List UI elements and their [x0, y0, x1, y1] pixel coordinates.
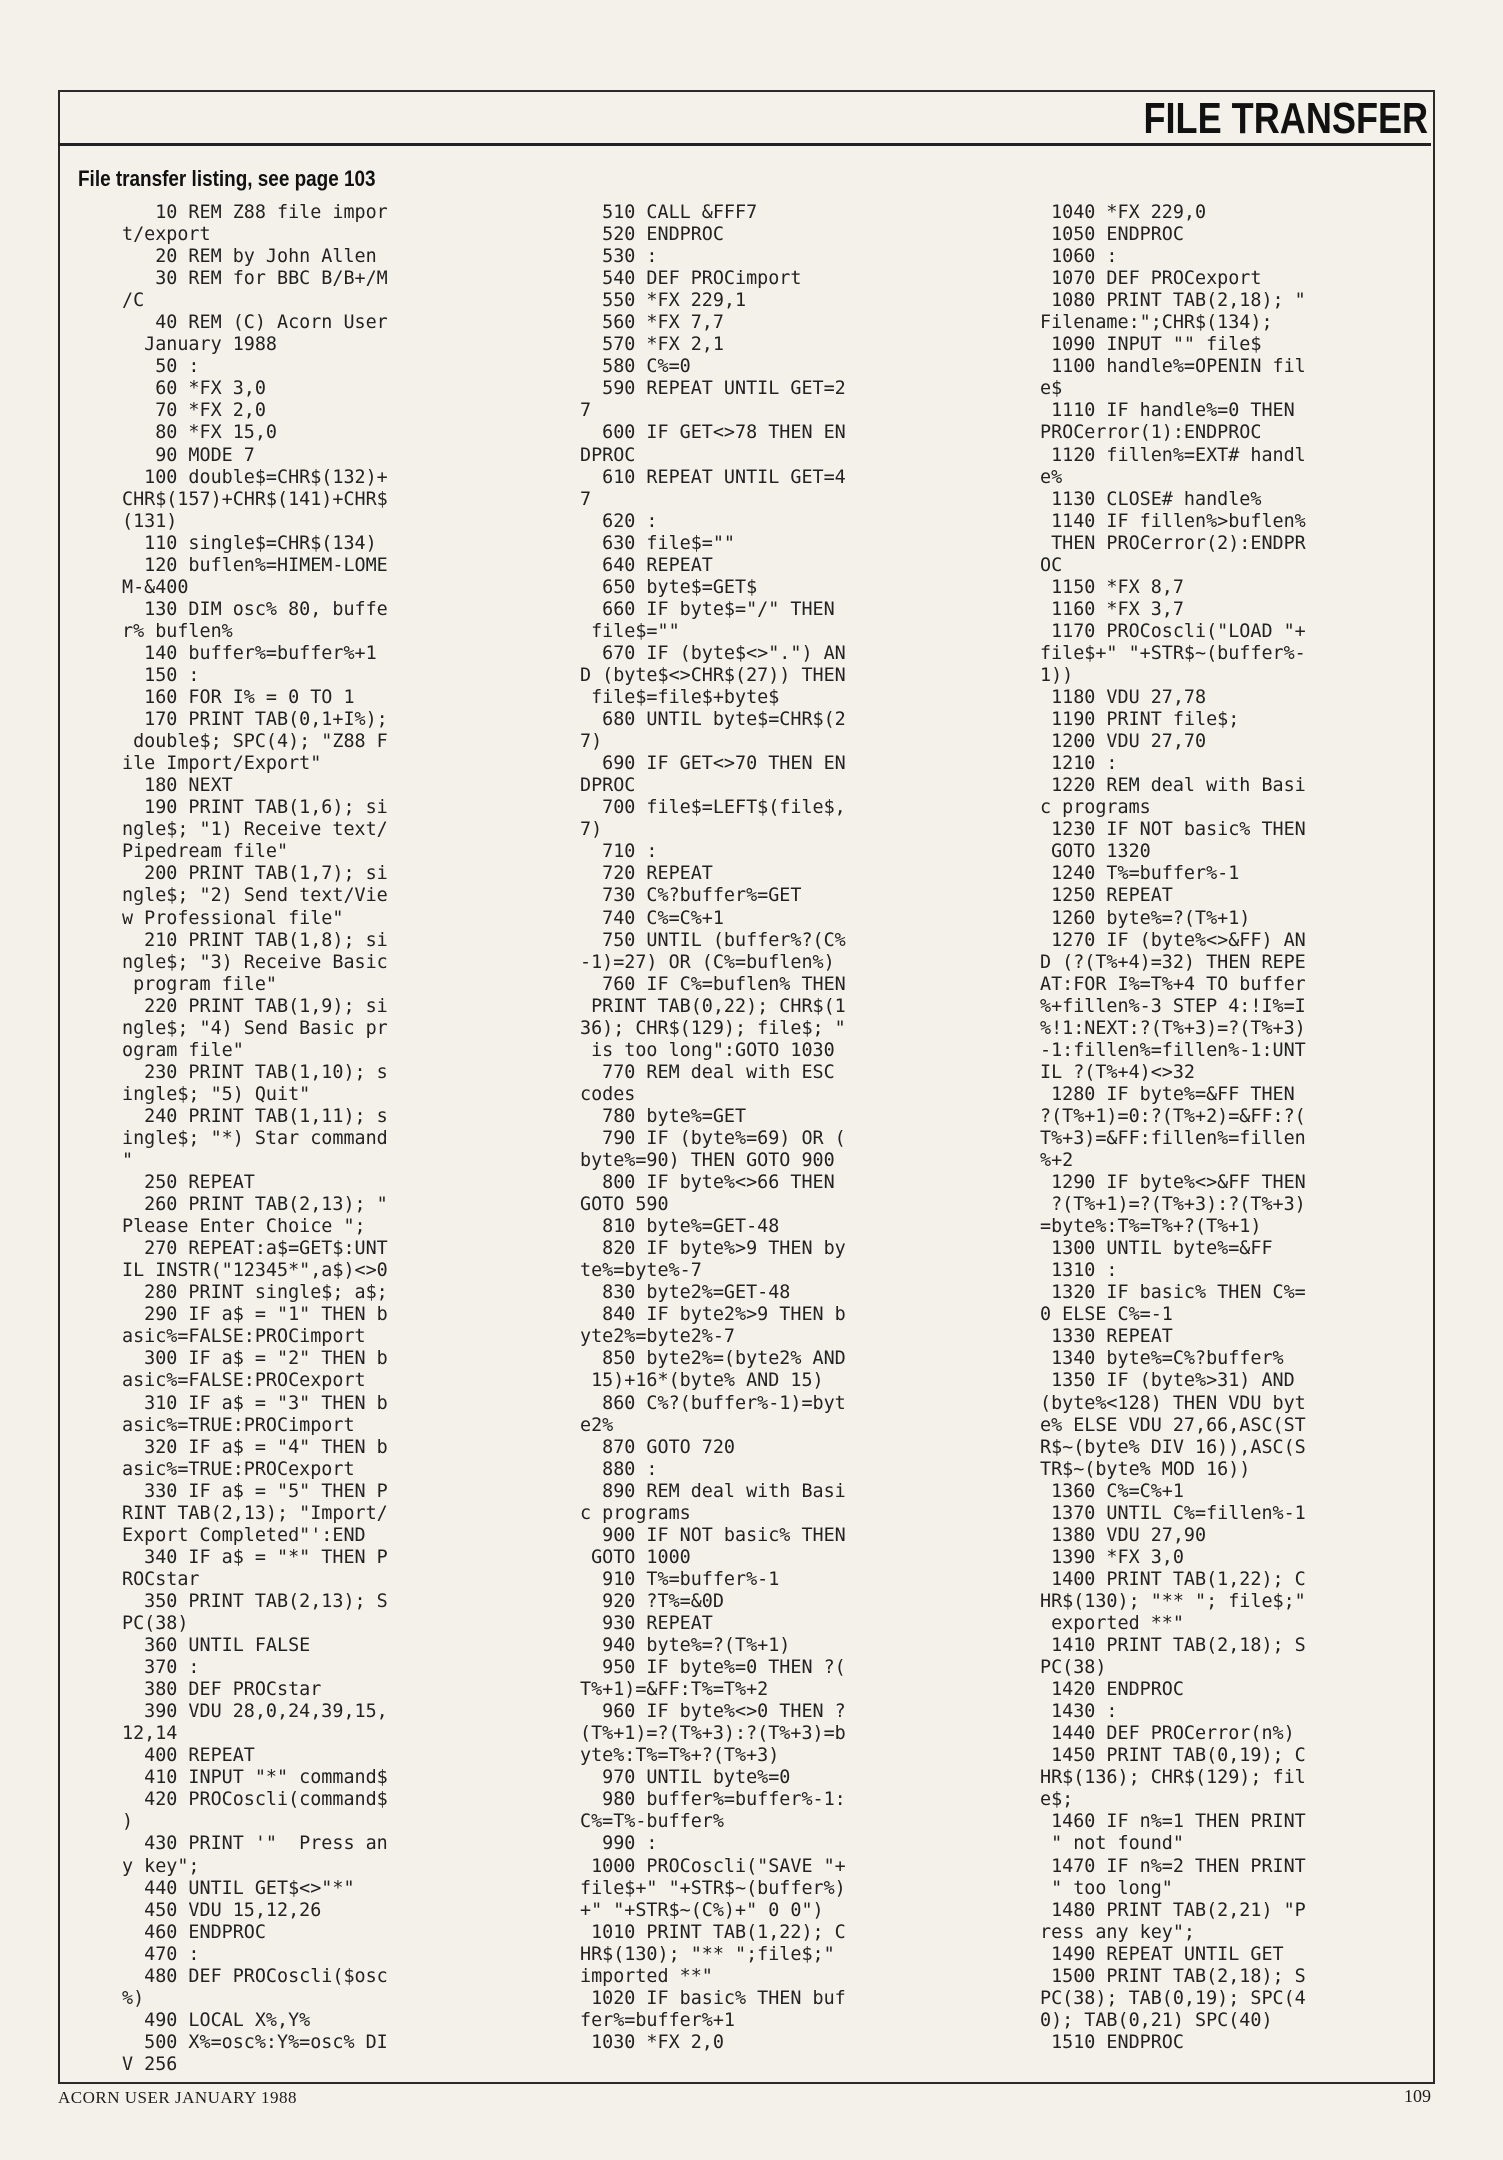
code-line: 1290 IF byte%<>&FF THEN	[1040, 1172, 1306, 1194]
code-line: 170 PRINT TAB(0,1+I%);	[122, 709, 388, 731]
code-line: 1050 ENDPROC	[1040, 224, 1184, 246]
code-line: 1120 fillen%=EXT# handl	[1040, 444, 1306, 466]
code-line: 980 buffer%=buffer%-1:	[580, 1789, 846, 1811]
code-line: is too long":GOTO 1030	[580, 1039, 835, 1061]
code-line: 730 C%?buffer%=GET	[580, 885, 802, 907]
code-line: r% buflen%	[122, 620, 233, 642]
code-line: 1380 VDU 27,90	[1040, 1524, 1207, 1546]
code-line: 520 ENDPROC	[580, 224, 724, 246]
code-line: 640 REPEAT	[580, 554, 713, 576]
code-line: 1400 PRINT TAB(1,22); C	[1040, 1568, 1306, 1590]
code-line: 1340 byte%=C%?buffer%	[1040, 1348, 1284, 1370]
code-line: 610 REPEAT UNTIL GET=4	[580, 466, 846, 488]
code-line: /C	[122, 290, 145, 312]
code-line: "	[122, 1150, 134, 1172]
code-line: ngle$; "3) Receive Basic	[122, 951, 388, 973]
code-line: 1270 IF (byte%<>&FF) AN	[1040, 929, 1306, 951]
code-line: GOTO 1000	[580, 1546, 691, 1568]
code-line: 240 PRINT TAB(1,11); s	[122, 1105, 388, 1127]
code-line: codes	[580, 1083, 636, 1105]
code-line: 320 IF a$ = "4" THEN b	[122, 1436, 388, 1458]
code-line: 800 IF byte%<>66 THEN	[580, 1172, 835, 1194]
code-line: %+2	[1040, 1150, 1074, 1172]
code-line: e% ELSE VDU 27,66,ASC(ST	[1040, 1414, 1306, 1436]
code-line: (T%+1)=?(T%+3):?(T%+3)=b	[580, 1723, 846, 1745]
code-line: asic%=TRUE:PROCimport	[122, 1414, 355, 1436]
code-line: 1070 DEF PROCexport	[1040, 268, 1262, 290]
code-line: GOTO 590	[580, 1194, 669, 1216]
code-line: (byte%<128) THEN VDU byt	[1040, 1392, 1306, 1414]
listing-column-1	[122, 202, 388, 2076]
code-line: t/export	[122, 224, 211, 246]
code-line: PROCerror(1):ENDPROC	[1040, 422, 1262, 444]
code-line: 440 UNTIL GET$<>"*"	[122, 1877, 355, 1899]
code-line: imported **"	[580, 1965, 713, 1987]
code-line: 230 PRINT TAB(1,10); s	[122, 1061, 388, 1083]
code-line: 1140 IF fillen%>buflen%	[1040, 510, 1306, 532]
code-line: 690 IF GET<>70 THEN EN	[580, 753, 846, 775]
code-line: 420 PROCoscli(command$	[122, 1789, 388, 1811]
code-line: C%=T%-buffer%	[580, 1811, 724, 1833]
code-line: PC(38)	[122, 1613, 189, 1634]
code-line: (131)	[122, 510, 178, 532]
code-line: 820 IF byte%>9 THEN by	[580, 1238, 846, 1260]
code-line: 7)	[580, 731, 603, 753]
code-line: 1060 :	[1040, 246, 1118, 268]
code-line: 1440 DEF PROCerror(n%)	[1040, 1723, 1295, 1745]
code-line: HR$(136); CHR$(129); fil	[1040, 1767, 1306, 1789]
code-line: 700 file$=LEFT$(file$,	[580, 797, 846, 819]
code-line: 770 REM deal with ESC	[580, 1061, 835, 1083]
code-line: 590 REPEAT UNTIL GET=2	[580, 378, 846, 400]
code-line: 620 :	[580, 510, 658, 532]
code-line: PC(38)	[1040, 1657, 1107, 1679]
code-line: 160 FOR I% = 0 TO 1	[122, 687, 355, 709]
code-line: ress any key";	[1040, 1921, 1196, 1943]
code-line: IL INSTR("12345*",a$)<>0	[122, 1260, 388, 1282]
code-line: 970 UNTIL byte%=0	[580, 1767, 791, 1789]
code-line: 1190 PRINT file$;	[1040, 709, 1240, 731]
code-line: 990 :	[580, 1833, 658, 1855]
code-line: e2%	[580, 1414, 614, 1436]
code-line: 220 PRINT TAB(1,9); si	[122, 995, 388, 1017]
code-line: ngle$; "4) Send Basic pr	[122, 1017, 388, 1039]
code-line: 15)+16*(byte% AND 15)	[580, 1370, 824, 1392]
code-line: ngle$; "1) Receive text/	[122, 819, 388, 841]
code-line: 1260 byte%=?(T%+1)	[1040, 907, 1251, 929]
code-line: 830 byte2%=GET-48	[580, 1282, 791, 1304]
code-line: 1250 REPEAT	[1040, 885, 1173, 907]
code-line: c programs	[1040, 797, 1151, 819]
code-line: file$=file$+byte$	[580, 687, 780, 709]
code-line: Please Enter Choice ";	[122, 1216, 366, 1238]
code-line: 110 single$=CHR$(134)	[122, 532, 377, 554]
code-line: 460 ENDPROC	[122, 1921, 266, 1943]
code-line: 1130 CLOSE# handle%	[1040, 488, 1262, 510]
code-line: 570 *FX 2,1	[580, 334, 724, 356]
code-line: 1010 PRINT TAB(1,22); C	[580, 1921, 846, 1943]
code-line: +" "+STR$~(C%)+" 0 0")	[580, 1899, 824, 1921]
code-line: byte%=90) THEN GOTO 900	[580, 1150, 835, 1172]
code-line: 1150 *FX 8,7	[1040, 576, 1184, 598]
code-line: DPROC	[580, 775, 636, 797]
code-line: 510 CALL &FFF7	[580, 202, 758, 223]
code-line: 120 buflen%=HIMEM-LOME	[122, 554, 388, 576]
code-line: )	[122, 1811, 134, 1833]
code-line: 1))	[1040, 664, 1074, 686]
code-line: 1310 :	[1040, 1260, 1118, 1282]
code-line: =byte%:T%=T%+?(T%+1)	[1040, 1216, 1262, 1238]
code-line: " too long"	[1040, 1877, 1173, 1899]
code-line: 50 :	[122, 356, 200, 378]
code-line: 370 :	[122, 1657, 200, 1679]
code-line: T%+3)=&FF:fillen%=fillen	[1040, 1127, 1306, 1149]
code-line: -1)=27) OR (C%=buflen%)	[580, 951, 835, 973]
code-line: 360 UNTIL FALSE	[122, 1635, 311, 1657]
code-line: -1:fillen%=fillen%-1:UNT	[1040, 1039, 1306, 1061]
code-line: PC(38); TAB(0,19); SPC(4	[1040, 1987, 1306, 2009]
code-line: 1210 :	[1040, 753, 1118, 775]
code-line: January 1988	[122, 334, 278, 356]
footer-publication: ACORN USER JANUARY 1988	[58, 2088, 297, 2107]
code-line: 1000 PROCoscli("SAVE "+	[580, 1855, 846, 1877]
code-line: 1510 ENDPROC	[1040, 2031, 1184, 2053]
code-line: 430 PRINT '" Press an	[122, 1833, 388, 1855]
code-line: 180 NEXT	[122, 775, 233, 797]
code-line: 1300 UNTIL byte%=&FF	[1040, 1238, 1273, 1260]
code-line: 740 C%=C%+1	[580, 907, 724, 929]
code-line: 1320 IF basic% THEN C%=	[1040, 1282, 1306, 1304]
code-line: 650 byte$=GET$	[580, 576, 758, 598]
code-line: 490 LOCAL X%,Y%	[122, 2009, 311, 2031]
code-line: 12,14	[122, 1723, 178, 1745]
code-line: 1170 PROCoscli("LOAD "+	[1040, 620, 1306, 642]
code-line: 1020 IF basic% THEN buf	[580, 1987, 846, 2009]
code-line: 850 byte2%=(byte2% AND	[580, 1348, 846, 1370]
code-line: R$~(byte% DIV 16)),ASC(S	[1040, 1436, 1306, 1458]
code-line: 80 *FX 15,0	[122, 422, 278, 444]
code-line: 310 IF a$ = "3" THEN b	[122, 1392, 388, 1414]
code-line: 210 PRINT TAB(1,8); si	[122, 929, 388, 951]
code-line: 250 REPEAT	[122, 1172, 255, 1194]
code-line: 36); CHR$(129); file$; "	[580, 1017, 846, 1039]
code-line: M-&400	[122, 576, 189, 598]
code-line: 270 REPEAT:a$=GET$:UNT	[122, 1238, 388, 1260]
code-line: file$+" "+STR$~(buffer%)	[580, 1877, 846, 1899]
code-line: 1180 VDU 27,78	[1040, 687, 1207, 709]
code-line: 1080 PRINT TAB(2,18); "	[1040, 290, 1306, 312]
code-line: 130 DIM osc% 80, buffe	[122, 598, 388, 620]
code-line: 400 REPEAT	[122, 1745, 255, 1767]
code-line: 810 byte%=GET-48	[580, 1216, 780, 1238]
code-line: asic%=TRUE:PROCexport	[122, 1458, 355, 1480]
code-line: 720 REPEAT	[580, 863, 713, 885]
code-line: 660 IF byte$="/" THEN	[580, 598, 835, 620]
code-line: 7	[580, 488, 592, 510]
code-line: IL ?(T%+4)<>32	[1040, 1061, 1196, 1083]
code-line: file$+" "+STR$~(buffer%-	[1040, 642, 1306, 664]
code-line: 860 C%?(buffer%-1)=byt	[580, 1392, 846, 1414]
code-line: Filename:";CHR$(134);	[1040, 312, 1273, 334]
code-line: 140 buffer%=buffer%+1	[122, 642, 377, 664]
code-line: ingle$; "5) Quit"	[122, 1083, 311, 1105]
code-line: 840 IF byte2%>9 THEN b	[580, 1304, 846, 1326]
code-line: 0); TAB(0,21) SPC(40)	[1040, 2009, 1273, 2031]
code-line: program file"	[122, 973, 278, 995]
code-line: V 256	[122, 2053, 178, 2075]
code-line: file$=""	[580, 620, 680, 642]
code-line: 1100 handle%=OPENIN fil	[1040, 356, 1306, 378]
code-line: 630 file$=""	[580, 532, 736, 554]
code-line: 190 PRINT TAB(1,6); si	[122, 797, 388, 819]
code-line: c programs	[580, 1502, 691, 1524]
code-line: 950 IF byte%=0 THEN ?(	[580, 1657, 846, 1679]
code-line: 790 IF (byte%=69) OR (	[580, 1127, 846, 1149]
code-line: 1430 :	[1040, 1701, 1118, 1723]
listing-caption: File transfer listing, see page 103	[78, 166, 376, 191]
code-line: 0 ELSE C%=-1	[1040, 1304, 1173, 1326]
code-line: 710 :	[580, 841, 658, 863]
code-line: 1480 PRINT TAB(2,21) "P	[1040, 1899, 1306, 1921]
listing-column-3	[1040, 202, 1306, 2054]
code-line: 1350 IF (byte%>31) AND	[1040, 1370, 1295, 1392]
code-line: %)	[122, 1987, 145, 2009]
code-line: 150 :	[122, 664, 200, 686]
code-line: 30 REM for BBC B/B+/M	[122, 268, 388, 290]
code-line: 100 double$=CHR$(132)+	[122, 466, 388, 488]
code-line: 1160 *FX 3,7	[1040, 598, 1184, 620]
code-line: Export Completed"':END	[122, 1524, 366, 1546]
code-line: 7)	[580, 819, 603, 841]
code-line: 530 :	[580, 246, 658, 268]
code-line: HR$(130); "** ";file$;"	[580, 1943, 835, 1965]
code-line: e$;	[1040, 1789, 1074, 1811]
code-line: 300 IF a$ = "2" THEN b	[122, 1348, 388, 1370]
footer-page-number: 109	[1404, 2086, 1431, 2106]
code-line: 960 IF byte%<>0 THEN ?	[580, 1701, 846, 1723]
code-line: 1420 ENDPROC	[1040, 1679, 1184, 1701]
code-line: 40 REM (C) Acorn User	[122, 312, 388, 334]
code-line: 930 REPEAT	[580, 1613, 713, 1634]
code-line: 1460 IF n%=1 THEN PRINT	[1040, 1811, 1306, 1833]
code-line: PRINT TAB(0,22); CHR$(1	[580, 995, 846, 1017]
code-line: 70 *FX 2,0	[122, 400, 266, 422]
code-line: exported **"	[1040, 1613, 1184, 1634]
code-line: 470 :	[122, 1943, 200, 1965]
code-line: 680 UNTIL byte$=CHR$(2	[580, 709, 846, 731]
code-line: 1090 INPUT "" file$	[1040, 334, 1262, 356]
code-line: 380 DEF PROCstar	[122, 1679, 322, 1701]
code-line: D (byte$<>CHR$(27)) THEN	[580, 664, 846, 686]
code-line: 1040 *FX 229,0	[1040, 202, 1207, 223]
code-line: 1490 REPEAT UNTIL GET	[1040, 1943, 1284, 1965]
code-line: 1220 REM deal with Basi	[1040, 775, 1306, 797]
code-line: asic%=FALSE:PROCimport	[122, 1326, 366, 1348]
code-line: 390 VDU 28,0,24,39,15,	[122, 1701, 388, 1723]
code-line: 1230 IF NOT basic% THEN	[1040, 819, 1306, 841]
code-line: 10 REM Z88 file impor	[122, 202, 388, 223]
code-line: 7	[580, 400, 592, 422]
code-line: 350 PRINT TAB(2,13); S	[122, 1590, 388, 1612]
code-line: 550 *FX 229,1	[580, 290, 747, 312]
code-line: DPROC	[580, 444, 636, 466]
code-line: 880 :	[580, 1458, 658, 1480]
code-line: %+fillen%-3 STEP 4:!I%=I	[1040, 995, 1306, 1017]
code-line: 200 PRINT TAB(1,7); si	[122, 863, 388, 885]
code-line: 280 PRINT single$; a$;	[122, 1282, 388, 1304]
code-line: ingle$; "*) Star command	[122, 1127, 388, 1149]
code-line: GOTO 1320	[1040, 841, 1151, 863]
code-line: e$	[1040, 378, 1063, 400]
code-line: w Professional file"	[122, 907, 344, 929]
code-line: e%	[1040, 466, 1063, 488]
code-line: D (?(T%+4)=32) THEN REPE	[1040, 951, 1306, 973]
code-line: 500 X%=osc%:Y%=osc% DI	[122, 2031, 388, 2053]
code-line: ROCstar	[122, 1568, 200, 1590]
code-line: THEN PROCerror(2):ENDPR	[1040, 532, 1306, 554]
code-line: 330 IF a$ = "5" THEN P	[122, 1480, 388, 1502]
code-line: TR$~(byte% MOD 16))	[1040, 1458, 1251, 1480]
code-line: ?(T%+1)=0:?(T%+2)=&FF:?(	[1040, 1105, 1306, 1127]
code-line: 900 IF NOT basic% THEN	[580, 1524, 846, 1546]
code-line: 600 IF GET<>78 THEN EN	[580, 422, 846, 444]
code-line: 1030 *FX 2,0	[580, 2031, 724, 2053]
code-line: 1370 UNTIL C%=fillen%-1	[1040, 1502, 1306, 1524]
code-line: 890 REM deal with Basi	[580, 1480, 846, 1502]
code-line: 410 INPUT "*" command$	[122, 1767, 388, 1789]
code-line: 750 UNTIL (buffer%?(C%	[580, 929, 846, 951]
code-line: ?(T%+1)=?(T%+3):?(T%+3)	[1040, 1194, 1306, 1216]
code-line: 920 ?T%=&0D	[580, 1590, 724, 1612]
code-line: T%+1)=&FF:T%=T%+2	[580, 1679, 769, 1701]
code-line: y key";	[122, 1855, 200, 1877]
code-line: 560 *FX 7,7	[580, 312, 724, 334]
code-line: HR$(130); "** "; file$;"	[1040, 1590, 1306, 1612]
code-line: ile Import/Export"	[122, 753, 322, 775]
code-line: 1280 IF byte%=&FF THEN	[1040, 1083, 1295, 1105]
code-line: 1110 IF handle%=0 THEN	[1040, 400, 1295, 422]
code-line: 1360 C%=C%+1	[1040, 1480, 1184, 1502]
code-line: 60 *FX 3,0	[122, 378, 266, 400]
code-line: fer%=buffer%+1	[580, 2009, 736, 2031]
code-line: 1410 PRINT TAB(2,18); S	[1040, 1635, 1306, 1657]
code-line: 20 REM by John Allen	[122, 246, 377, 268]
code-line: 1470 IF n%=2 THEN PRINT	[1040, 1855, 1306, 1877]
code-line: 1330 REPEAT	[1040, 1326, 1173, 1348]
code-line: 760 IF C%=buflen% THEN	[580, 973, 846, 995]
code-line: 940 byte%=?(T%+1)	[580, 1635, 791, 1657]
code-line: 910 T%=buffer%-1	[580, 1568, 780, 1590]
code-line: 1200 VDU 27,70	[1040, 731, 1207, 753]
code-line: 780 byte%=GET	[580, 1105, 747, 1127]
section-title: FILE TRANSFER	[1143, 94, 1428, 143]
code-line: CHR$(157)+CHR$(141)+CHR$	[122, 488, 388, 510]
code-line: %!1:NEXT:?(T%+3)=?(T%+3)	[1040, 1017, 1306, 1039]
code-line: ogram file"	[122, 1039, 244, 1061]
code-line: 870 GOTO 720	[580, 1436, 736, 1458]
code-line: 540 DEF PROCimport	[580, 268, 802, 290]
title-rule	[58, 143, 1431, 146]
code-line: 1390 *FX 3,0	[1040, 1546, 1184, 1568]
code-line: 1450 PRINT TAB(0,19); C	[1040, 1745, 1306, 1767]
code-line: te%=byte%-7	[580, 1260, 702, 1282]
code-line: Pipedream file"	[122, 841, 289, 863]
code-line: 670 IF (byte$<>".") AN	[580, 642, 846, 664]
code-line: 290 IF a$ = "1" THEN b	[122, 1304, 388, 1326]
code-line: yte2%=byte2%-7	[580, 1326, 736, 1348]
code-line: 340 IF a$ = "*" THEN P	[122, 1546, 388, 1568]
code-line: 480 DEF PROCoscli($osc	[122, 1965, 388, 1987]
listing-column-2	[580, 202, 846, 2054]
code-line: 1240 T%=buffer%-1	[1040, 863, 1240, 885]
code-line: 1500 PRINT TAB(2,18); S	[1040, 1965, 1306, 1987]
code-line: RINT TAB(2,13); "Import/	[122, 1502, 388, 1524]
code-line: AT:FOR I%=T%+4 TO buffer	[1040, 973, 1306, 995]
code-line: double$; SPC(4); "Z88 F	[122, 731, 388, 753]
code-line: 90 MODE 7	[122, 444, 255, 466]
code-line: ngle$; "2) Send text/Vie	[122, 885, 388, 907]
code-line: yte%:T%=T%+?(T%+3)	[580, 1745, 780, 1767]
code-line: OC	[1040, 554, 1063, 576]
code-line: 580 C%=0	[580, 356, 691, 378]
code-line: 450 VDU 15,12,26	[122, 1899, 322, 1921]
code-line: " not found"	[1040, 1833, 1184, 1855]
code-line: asic%=FALSE:PROCexport	[122, 1370, 366, 1392]
code-line: 260 PRINT TAB(2,13); "	[122, 1194, 388, 1216]
